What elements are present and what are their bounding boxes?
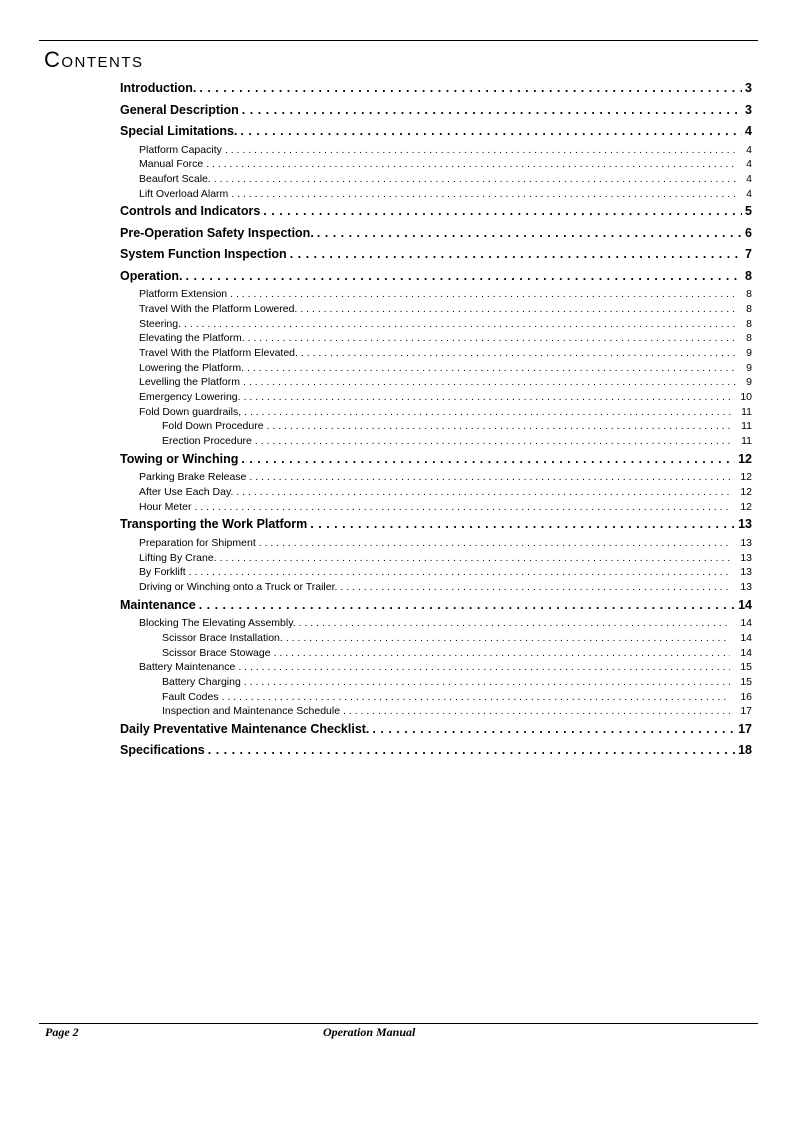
toc-entry-page: 9 [746,347,752,359]
toc-subsection-entry[interactable] [120,616,752,631]
toc-entry-label: Beaufort Scale. [139,172,211,185]
dot-leader [337,580,730,595]
toc-entry-label: Platform Capacity [139,143,222,156]
toc-entry-page: 16 [740,690,752,703]
toc-entry-page: 11 [741,435,752,448]
toc-entry-label: Fold Down guardrails, [139,405,242,418]
toc-subsection-entry[interactable] [120,646,752,661]
dot-leader [238,449,735,471]
toc-subsection-entry[interactable] [120,580,752,595]
dot-leader [246,470,730,485]
toc-entry-label: Travel With the Platform Elevated. [139,347,298,359]
dot-leader [233,485,730,500]
toc-section-entry[interactable] [120,121,752,143]
toc-entry-page: 4 [746,172,752,185]
dot-leader [241,390,731,405]
dot-leader [296,616,731,631]
footer-rule [39,1023,758,1024]
toc-entry-page: 12 [740,500,752,513]
toc-entry-page: 14 [738,597,752,612]
toc-section-entry[interactable] [120,514,752,536]
dot-leader [287,244,742,266]
dot-leader [237,121,742,143]
dot-leader [203,157,736,172]
dot-leader [369,719,735,741]
dot-leader [227,287,736,302]
dot-leader [228,187,736,202]
toc-subsection-entry[interactable] [120,287,752,302]
dot-leader [283,631,731,646]
toc-section-entry[interactable] [120,449,752,471]
toc-entry-page: 14 [740,631,752,644]
toc-entry-page: 4 [746,143,752,156]
dot-leader [186,565,731,580]
dot-leader [239,100,742,122]
toc-subsection-entry[interactable] [120,302,752,317]
toc-subsection-entry[interactable] [120,317,752,332]
toc-entry-page: 9 [746,376,752,389]
toc-subsection-entry[interactable] [120,704,752,719]
toc-subsection-entry[interactable] [120,660,752,675]
dot-leader [244,361,736,376]
toc-entry-page: 8 [746,302,752,315]
toc-entry-label: Operation. [120,268,183,283]
header-rule [39,40,758,41]
toc-entry-page: 4 [745,124,752,138]
toc-subsection-entry[interactable] [120,361,752,376]
toc-subsection-entry[interactable] [120,551,752,566]
dot-leader [211,172,736,187]
dot-leader [183,266,743,288]
toc-subsection-entry[interactable] [120,405,752,420]
toc-entry-page: 3 [745,102,752,117]
dot-leader [256,536,731,551]
toc-section-entry[interactable] [120,78,752,100]
toc-entry-page: 10 [740,391,752,404]
dot-leader [222,143,736,158]
toc-subsection-entry[interactable] [120,187,752,202]
toc-section-entry[interactable] [120,595,752,617]
dot-leader [181,317,736,332]
toc-entry-label: Lift Overload Alarm [139,187,229,200]
toc-entry-label: Driving or Winching onto a Truck or Trailer. [139,580,338,593]
toc-entry-label: Steering. [139,317,182,330]
toc-entry-page: 13 [740,580,752,593]
toc-entry-label: By Forklift [139,566,186,579]
toc-subsection-entry[interactable] [120,500,752,515]
toc-entry-page: 9 [746,361,752,374]
toc-entry-label: Fold Down Procedure [162,420,264,433]
toc-section-entry[interactable] [120,223,752,245]
toc-entry-page: 14 [740,617,752,630]
dot-leader [217,551,731,566]
dot-leader [260,201,742,223]
toc-entry-label: Battery Maintenance [139,661,236,674]
toc-entry-label: Pre-Operation Safety Inspection. [120,225,314,240]
toc-subsection-entry[interactable] [120,419,752,434]
toc-entry-label: Transporting the Work Platform [120,517,308,532]
toc-entry-label: Specifications [120,743,205,758]
toc-entry-label: General Description [120,102,239,117]
toc-entry-page: 13 [740,551,752,564]
toc-entry-label: Levelling the Platform [139,376,240,389]
dot-leader [297,302,736,317]
toc-subsection-entry[interactable] [120,157,752,172]
toc-section-entry[interactable] [120,266,752,288]
toc-subsection-entry[interactable] [120,485,752,500]
dot-leader [235,660,730,675]
toc-entry-label: Special Limitations. [120,124,238,138]
toc-entry-page: 8 [746,332,752,345]
toc-subsection-entry[interactable] [120,331,752,346]
toc-entry-label: Battery Charging [162,675,241,688]
toc-entry-label: Elevating the Platform. [139,332,245,345]
toc-entry-page: 6 [745,225,752,240]
toc-subsection-entry[interactable] [120,172,752,187]
dot-leader [196,78,742,100]
dot-leader [252,434,731,449]
toc-entry-label: After Use Each Day. [139,486,234,498]
toc-entry-label: Preparation for Shipment [139,536,256,549]
toc-entry-label: Lowering the Platform. [139,361,245,374]
dot-leader [196,595,735,617]
toc-subsection-entry[interactable] [120,390,752,405]
toc-subsection-entry[interactable] [120,434,752,449]
toc-section-entry[interactable] [120,719,752,741]
toc-entry-page: 12 [738,451,752,466]
toc-entry-page: 12 [740,471,752,484]
toc-entry-page: 4 [746,187,752,200]
toc-entry-label: Blocking The Elevating Assembly. [139,617,296,630]
dot-leader [240,375,736,390]
toc-entry-label: Maintenance [120,597,196,612]
toc-entry-label: Towing or Winching [120,451,239,466]
toc-entry-label: Introduction. [120,81,197,95]
toc-entry-page: 13 [740,566,752,579]
toc-section-entry[interactable] [120,244,752,266]
dot-leader [245,331,737,346]
dot-leader [205,740,735,762]
toc-entry-page: 7 [745,247,752,262]
dot-leader [340,704,730,719]
toc-subsection-entry[interactable] [120,536,752,551]
toc-entry-page: 17 [740,705,752,718]
page-title: Contents [44,47,144,72]
toc-entry-page: 15 [740,661,752,674]
toc-entry-page: 5 [745,204,752,219]
footer-manual-title: Operation Manual [323,1025,416,1039]
toc-entry-label: Inspection and Maintenance Schedule [162,705,341,718]
toc-entry-label: Scissor Brace Installation. [162,631,283,644]
toc-entry-page: 8 [746,317,752,330]
footer-page-number: Page 2 [45,1025,79,1039]
toc-entry-label: Manual Force [139,158,204,171]
toc-entry-label: Scissor Brace Stowage [162,646,271,659]
dot-leader [241,405,731,420]
toc-entry-page: 8 [745,268,752,283]
toc-entry-page: 11 [741,405,752,418]
dot-leader [192,500,731,515]
toc-entry-label: System Function Inspection [120,247,287,262]
toc-subsection-entry[interactable] [120,375,752,390]
table-of-contents [120,78,752,762]
dot-leader [298,346,736,361]
toc-entry-label: Fault Codes [162,690,219,703]
toc-entry-page: 3 [745,81,752,95]
toc-entry-page: 13 [738,517,752,532]
dot-leader [241,675,731,690]
toc-entry-page: 15 [740,675,752,688]
toc-entry-label: Parking Brake Release [139,471,247,484]
toc-section-entry[interactable] [120,740,752,762]
dot-leader [264,419,732,434]
toc-section-entry[interactable] [120,201,752,223]
toc-entry-label: Platform Extension [139,288,228,301]
toc-subsection-entry[interactable] [120,675,752,690]
dot-leader [271,646,731,661]
toc-section-entry[interactable] [120,100,752,122]
toc-entry-label: Controls and Indicators [120,204,261,219]
toc-entry-page: 13 [740,536,752,549]
toc-entry-label: Lifting By Crane. [139,551,217,564]
toc-entry-page: 8 [746,288,752,301]
toc-entry-label: Hour Meter [139,500,192,513]
toc-entry-label: Emergency Lowering. [139,391,241,404]
toc-entry-label: Travel With the Platform Lowered. [139,302,298,315]
toc-subsection-entry[interactable] [120,470,752,485]
dot-leader [307,514,735,536]
toc-entry-page: 18 [738,743,752,758]
toc-entry-page: 14 [740,646,752,659]
dot-leader [219,690,731,705]
toc-subsection-entry[interactable] [120,690,752,705]
toc-subsection-entry[interactable] [120,346,752,361]
toc-subsection-entry[interactable] [120,143,752,158]
toc-entry-page: 17 [738,721,752,736]
toc-entry-label: Erection Procedure [162,435,252,448]
toc-entry-label: Daily Preventative Maintenance Checklist. [120,721,370,736]
toc-entry-page: 4 [746,158,752,171]
dot-leader [314,223,742,245]
toc-entry-page: 11 [741,420,752,433]
toc-subsection-entry[interactable] [120,631,752,646]
toc-subsection-entry[interactable] [120,565,752,580]
toc-entry-page: 12 [740,486,752,498]
